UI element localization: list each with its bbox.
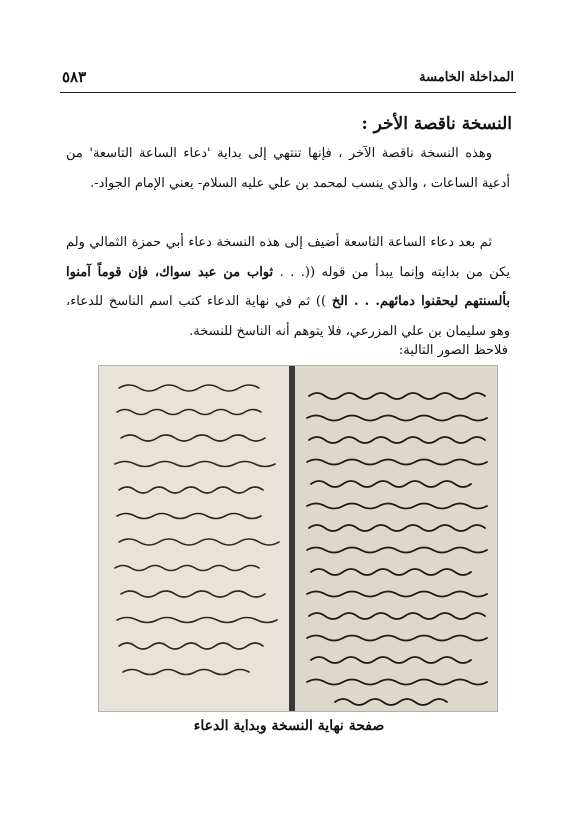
section-title: النسخة ناقصة الأخر : (361, 114, 512, 134)
handwriting-left (99, 366, 291, 711)
manuscript-photo (98, 365, 498, 712)
paragraph-1 (66, 139, 510, 198)
page-number: ٥٨٣ (62, 68, 87, 86)
paragraph-2-part-1: ثم بعد دعاء الساعة التاسعة أضيف إلى هذه النسخة دعاء أبي حمزة الثمالي ولم يكن من بدايته وإنما يبدأ من قوله ((. . . (66, 235, 510, 280)
handwriting-right (295, 366, 497, 711)
figure-intro: فلاحظ الصور التالية: (398, 343, 508, 358)
manuscript-left-leaf (99, 366, 291, 711)
paragraph-2-part-2: )) ثم في نهاية الدعاء كتب اسم الناسخ للدعاء، وهو سليمان بن علي المزرعي، فلا يتوهم أنه الناسخ للنسخة. (66, 294, 510, 339)
header-rule (60, 92, 516, 93)
paragraph-1-text: وهذه النسخة ناقصة الآخر ، فإنها تنتهي إلى بداية 'دعاء الساعة التاسعة' من أدعية الساعات ، والذي ينسب لمحمد بن علي عليه السلام- يعني الإمام الجواد-. (66, 146, 510, 191)
manuscript-right-leaf (295, 366, 497, 711)
paragraph-2 (66, 228, 510, 346)
figure-caption: صفحة نهاية النسخة وبداية الدعاء (193, 718, 385, 734)
running-head: المداخلة الخامسة (419, 70, 514, 85)
paragraph-2-quote: ثواب من عبد سواك، فإن قوماً آمنوا بألسنتهم ليحقنوا دمائهم. . . الخ (66, 264, 510, 309)
